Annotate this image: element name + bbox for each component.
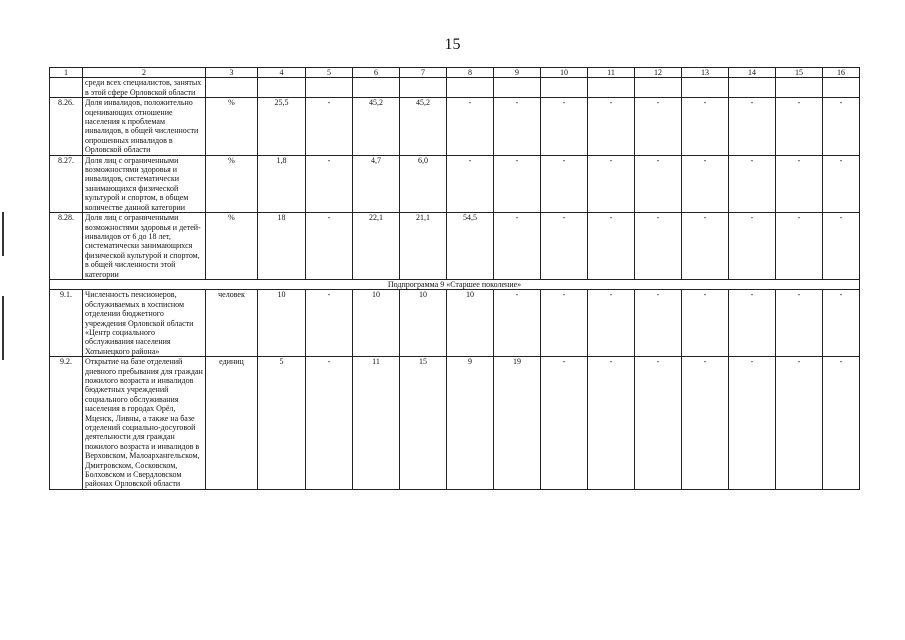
- value-cell: 4,7: [353, 155, 400, 212]
- value-cell: -: [776, 357, 823, 490]
- value-cell: [635, 78, 682, 98]
- value-cell: 1,8: [258, 155, 306, 212]
- value-cell: -: [494, 290, 541, 357]
- table-row: [50, 98, 860, 155]
- value-cell: -: [682, 290, 729, 357]
- unit-cell: единиц: [206, 357, 258, 490]
- table-row: [50, 78, 860, 98]
- value-cell: 10: [400, 290, 447, 357]
- table-row: [50, 213, 860, 280]
- value-cell: -: [776, 98, 823, 155]
- value-cell: -: [494, 155, 541, 212]
- value-cell: 11: [353, 357, 400, 490]
- column-number-cell: 3: [206, 68, 258, 78]
- value-cell: -: [494, 98, 541, 155]
- column-number-cell: 10: [541, 68, 588, 78]
- value-cell: -: [541, 155, 588, 212]
- value-cell: 54,5: [447, 213, 494, 280]
- value-cell: -: [306, 155, 353, 212]
- value-cell: -: [306, 290, 353, 357]
- indicator-name-cell: Открытие на базе отделений дневного пребывания для граждан пожилого возраста и инвалидов бюджетных учреждений социального обслуживания населения в городах Орёл, Мценск, Ливны, а также на базе отделений социально-досуговой деятельности для граждан пожилого возраста и инвалидов в Верховском, Малоархангельском, Дмитровском, Сосковском, Болховском и Свердловском районах Орловской области: [83, 357, 206, 490]
- value-cell: -: [682, 213, 729, 280]
- value-cell: -: [588, 98, 635, 155]
- column-number-cell: 13: [682, 68, 729, 78]
- page-number: 15: [444, 36, 461, 53]
- value-cell: -: [541, 290, 588, 357]
- indicator-name-cell: Доля инвалидов, положительно оценивающих отношение населения к проблемам инвалидов, в общей численности опрошенных инвалидов в Орловской области: [83, 98, 206, 155]
- value-cell: -: [588, 213, 635, 280]
- column-number-cell: 12: [635, 68, 682, 78]
- row-number-cell: 9.1.: [50, 290, 83, 357]
- column-number-cell: 2: [83, 68, 206, 78]
- value-cell: 6,0: [400, 155, 447, 212]
- value-cell: -: [823, 290, 860, 357]
- value-cell: 18: [258, 213, 306, 280]
- row-number-cell: [50, 78, 83, 98]
- value-cell: [588, 78, 635, 98]
- value-cell: -: [823, 155, 860, 212]
- value-cell: 45,2: [400, 98, 447, 155]
- column-number-cell: 1: [50, 68, 83, 78]
- value-cell: [729, 78, 776, 98]
- value-cell: -: [541, 213, 588, 280]
- value-cell: -: [823, 357, 860, 490]
- value-cell: [400, 78, 447, 98]
- column-number-cell: 11: [588, 68, 635, 78]
- column-number-cell: 8: [447, 68, 494, 78]
- value-cell: -: [823, 213, 860, 280]
- value-cell: -: [306, 98, 353, 155]
- unit-cell: [206, 78, 258, 98]
- value-cell: -: [541, 98, 588, 155]
- column-number-cell: 15: [776, 68, 823, 78]
- value-cell: -: [776, 290, 823, 357]
- value-cell: -: [494, 213, 541, 280]
- table-row: [50, 290, 860, 357]
- unit-cell: %: [206, 98, 258, 155]
- row-number-cell: 9.2.: [50, 357, 83, 490]
- value-cell: 25,5: [258, 98, 306, 155]
- scan-edge-mark: [2, 296, 4, 360]
- value-cell: [258, 78, 306, 98]
- column-number-cell: 14: [729, 68, 776, 78]
- indicator-name-cell: Численность пенсионеров, обслуживаемых в хосписном отделении бюджетного учреждения Орловской области «Центр социального обслуживания населения Хотынецкого района»: [83, 290, 206, 357]
- value-cell: -: [635, 98, 682, 155]
- indicator-name-cell: Доля лиц с ограниченными возможностями здоровья и инвалидов, систематически занимающихся физической культурой и спортом, в общем количестве данной категории: [83, 155, 206, 212]
- row-number-cell: 8.28.: [50, 213, 83, 280]
- value-cell: -: [729, 213, 776, 280]
- value-cell: -: [635, 290, 682, 357]
- value-cell: [353, 78, 400, 98]
- unit-cell: %: [206, 213, 258, 280]
- value-cell: -: [447, 98, 494, 155]
- value-cell: 10: [258, 290, 306, 357]
- value-cell: 15: [400, 357, 447, 490]
- value-cell: -: [823, 98, 860, 155]
- row-number-cell: 8.27.: [50, 155, 83, 212]
- value-cell: 21,1: [400, 213, 447, 280]
- indicator-name-cell: среди всех специалистов, занятых в этой сфере Орловской области: [83, 78, 206, 98]
- subprogram-header-row: [50, 279, 860, 289]
- row-number-cell: 8.26.: [50, 98, 83, 155]
- scan-edge-mark: [2, 212, 4, 256]
- table-row: [50, 357, 860, 490]
- subprogram-title: Подпрограмма 9 «Старшее поколение»: [50, 279, 860, 289]
- value-cell: [823, 78, 860, 98]
- value-cell: -: [635, 155, 682, 212]
- table-row: [50, 155, 860, 212]
- value-cell: -: [588, 357, 635, 490]
- value-cell: -: [729, 357, 776, 490]
- value-cell: [682, 78, 729, 98]
- value-cell: 9: [447, 357, 494, 490]
- value-cell: -: [729, 155, 776, 212]
- unit-cell: %: [206, 155, 258, 212]
- column-number-cell: 6: [353, 68, 400, 78]
- column-number-cell: 7: [400, 68, 447, 78]
- column-number-cell: 4: [258, 68, 306, 78]
- column-number-cell: 5: [306, 68, 353, 78]
- value-cell: -: [776, 155, 823, 212]
- indicator-name-cell: Доля лиц с ограниченными возможностями здоровья и детей-инвалидов от 6 до 18 лет, систематически занимающихся физической культурой и спортом, в общей численности этой категории: [83, 213, 206, 280]
- value-cell: [776, 78, 823, 98]
- unit-cell: человек: [206, 290, 258, 357]
- value-cell: -: [635, 357, 682, 490]
- value-cell: -: [588, 155, 635, 212]
- value-cell: -: [729, 290, 776, 357]
- value-cell: [494, 78, 541, 98]
- value-cell: 10: [447, 290, 494, 357]
- value-cell: [306, 78, 353, 98]
- value-cell: -: [541, 357, 588, 490]
- column-number-cell: 16: [823, 68, 860, 78]
- value-cell: 45,2: [353, 98, 400, 155]
- value-cell: 10: [353, 290, 400, 357]
- column-number-cell: 9: [494, 68, 541, 78]
- value-cell: -: [776, 213, 823, 280]
- value-cell: -: [306, 213, 353, 280]
- value-cell: 19: [494, 357, 541, 490]
- indicators-table: [49, 67, 860, 490]
- value-cell: -: [306, 357, 353, 490]
- value-cell: 5: [258, 357, 306, 490]
- column-number-row: [50, 68, 860, 78]
- value-cell: -: [588, 290, 635, 357]
- value-cell: -: [682, 98, 729, 155]
- value-cell: -: [729, 98, 776, 155]
- value-cell: 22,1: [353, 213, 400, 280]
- value-cell: [447, 78, 494, 98]
- value-cell: -: [682, 155, 729, 212]
- value-cell: [541, 78, 588, 98]
- value-cell: -: [682, 357, 729, 490]
- value-cell: -: [635, 213, 682, 280]
- value-cell: -: [447, 155, 494, 212]
